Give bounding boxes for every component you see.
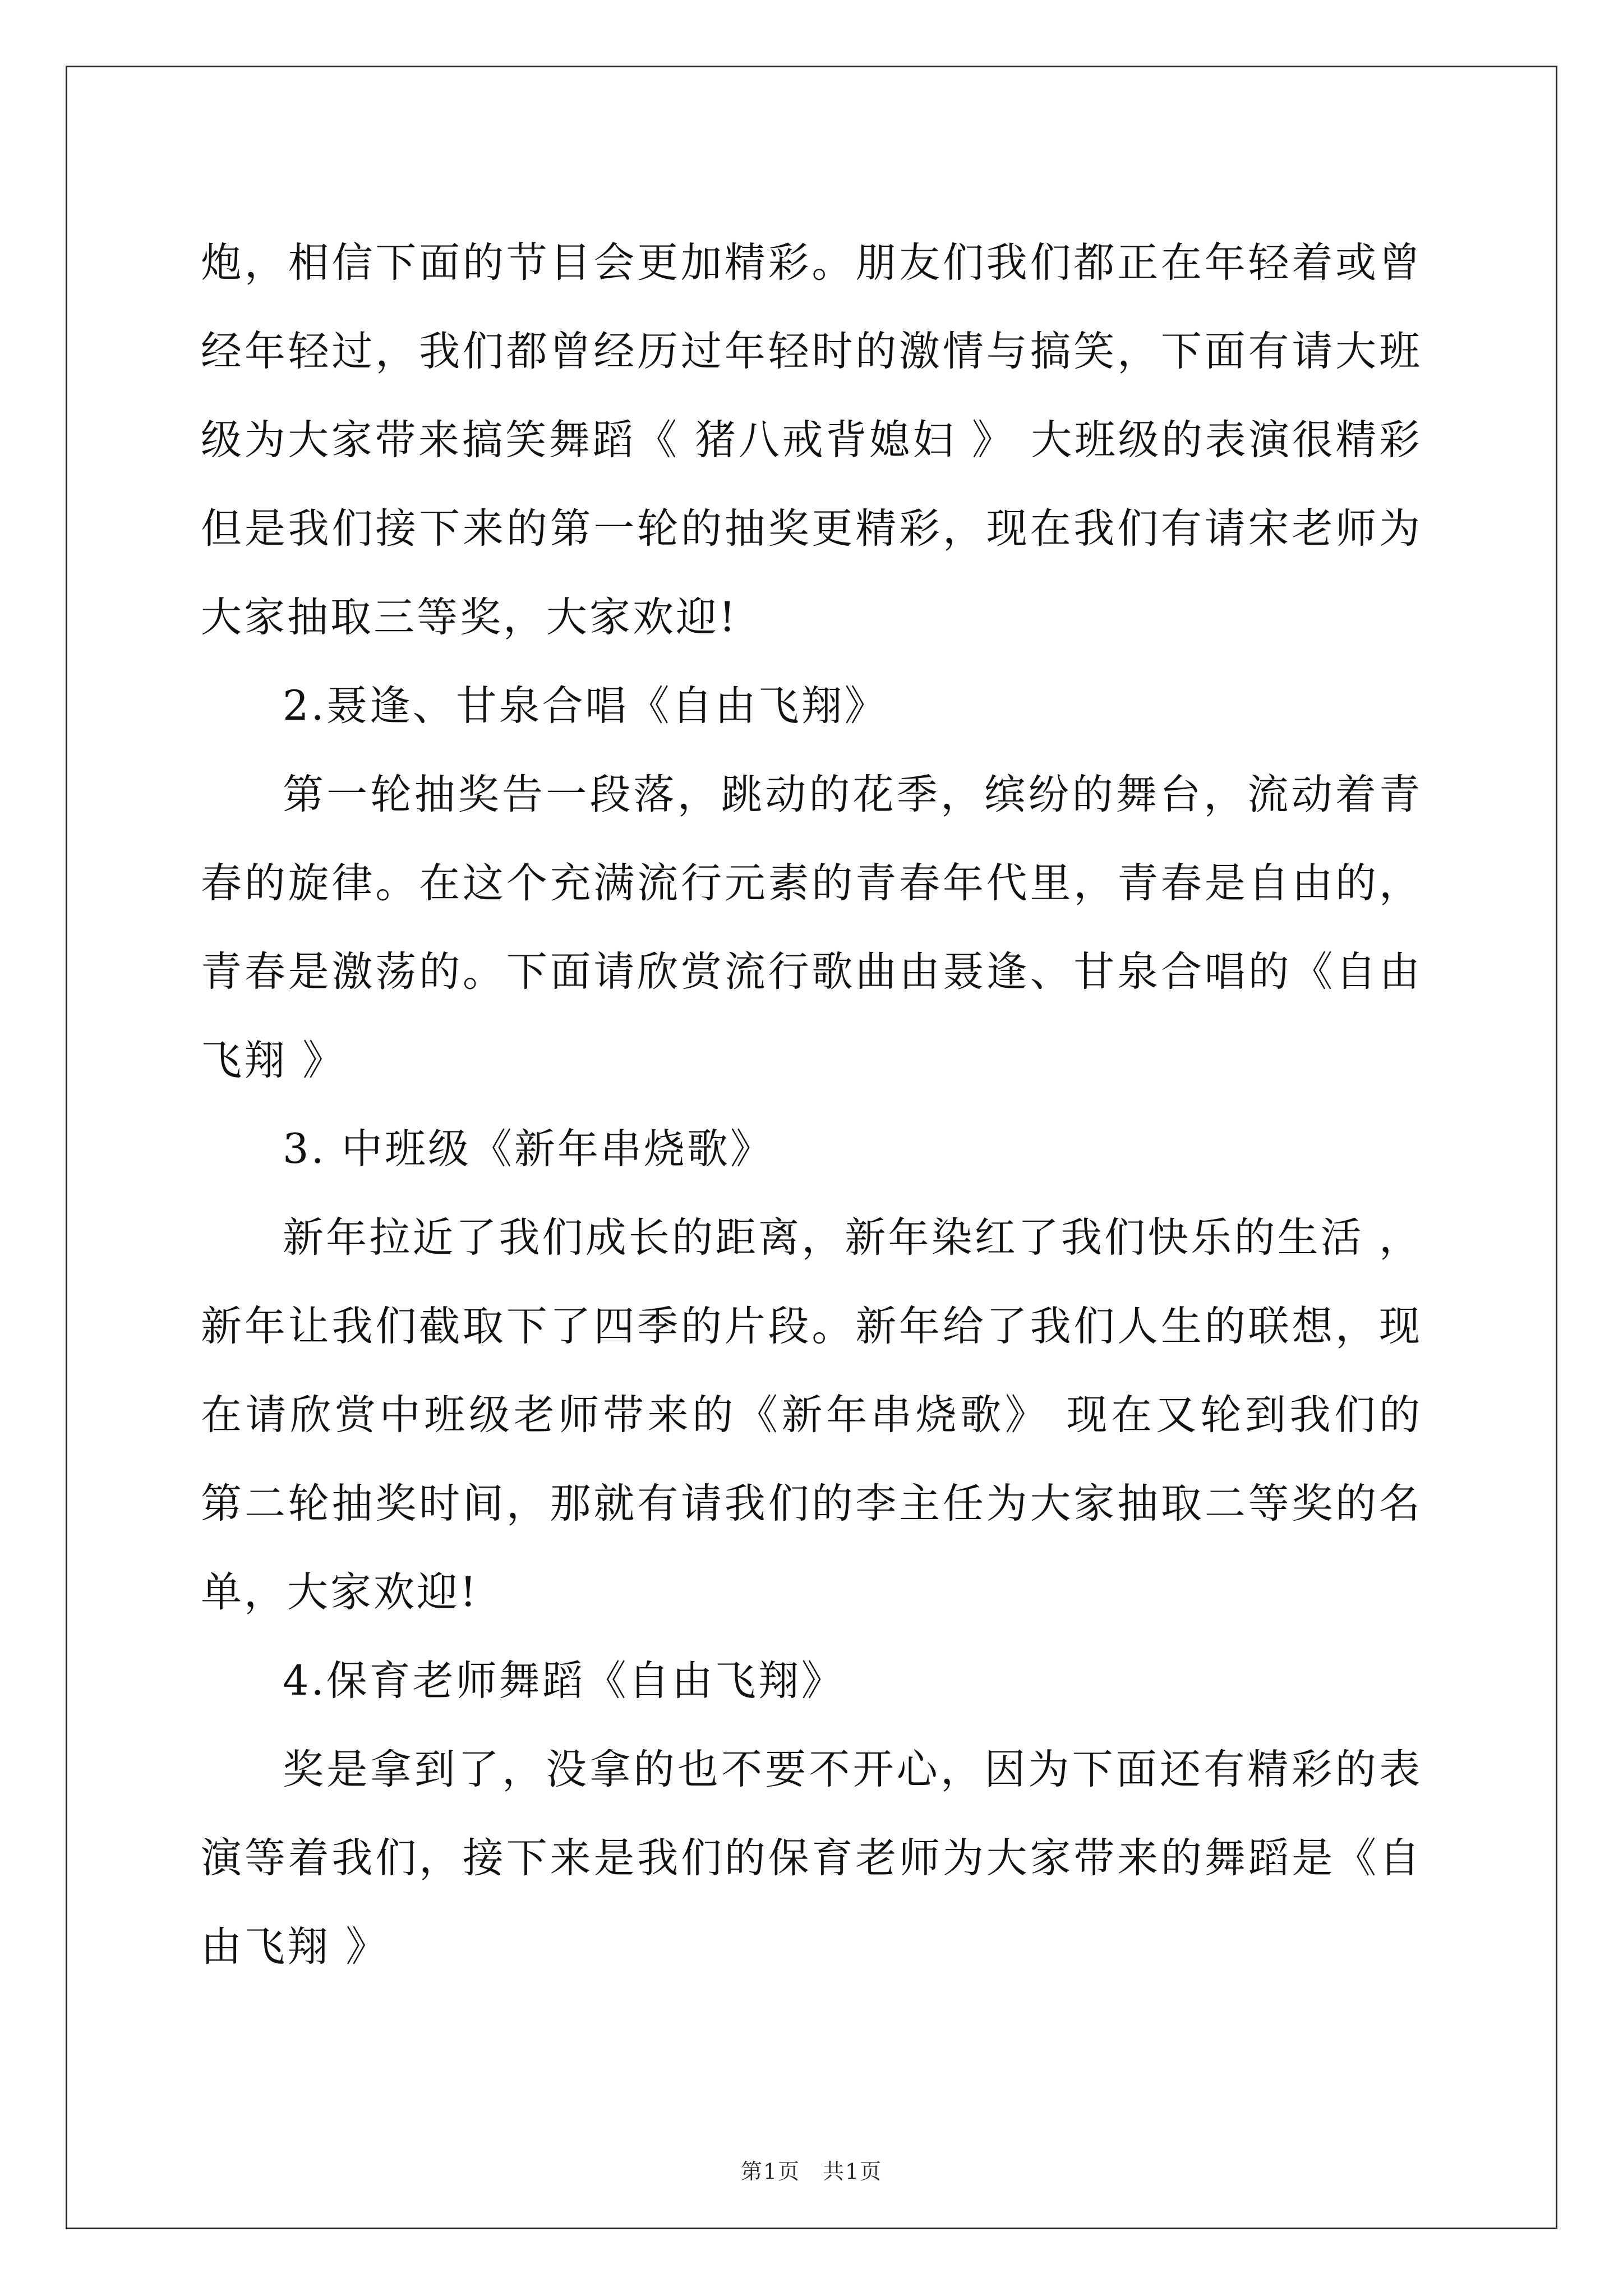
paragraph-program-3: 新年拉近了我们成长的距离，新年染红了我们快乐的生活 ，新年让我们截取下了四季的片段。新年给了我们人生的联想，现在请欣赏中班级老师带来的《新年串烧歌》 现在又轮到我们的第二轮抽奖时间，那就有请我们的李主任为大家抽取二等奖的名单，大家欢迎!	[201, 1214, 1422, 1616]
page-number-footer: 第1页 共1页	[740, 2159, 883, 2184]
paragraph-intro-continued: 炮，相信下面的节目会更加精彩。朋友们我们都正在年轻着或曾经年轻过，我们都曾经历过年轻时的激情与搞笑，下面有请大班级为大家带来搞笑舞蹈《 猪八戒背媳妇 》 大班级的表演很精彩但是我们接下来的第一轮的抽奖更精彩，现在我们有请宋老师为大家抽取三等奖，大家欢迎!	[201, 239, 1422, 641]
document-body	[201, 219, 1422, 1991]
program-heading-2: 2.聂逢、甘泉合唱《自由飞翔》	[283, 682, 888, 730]
program-heading-4: 4.保育老师舞蹈《自由飞翔》	[283, 1657, 845, 1705]
program-heading-3: 3. 中班级《新年串烧歌》	[283, 1125, 773, 1173]
paragraph-program-4: 奖是拿到了，没拿的也不要不开心，因为下面还有精彩的表演等着我们，接下来是我们的保育老师为大家带来的舞蹈是《自由飞翔 》	[201, 1746, 1422, 1971]
paragraph-program-2: 第一轮抽奖告一段落，跳动的花季，缤纷的舞台，流动着青春的旋律。在这个充满流行元素的青春年代里，青春是自由的，青春是激荡的。下面请欣赏流行歌曲由聂逢、甘泉合唱的《自由飞翔 》	[201, 771, 1422, 1084]
